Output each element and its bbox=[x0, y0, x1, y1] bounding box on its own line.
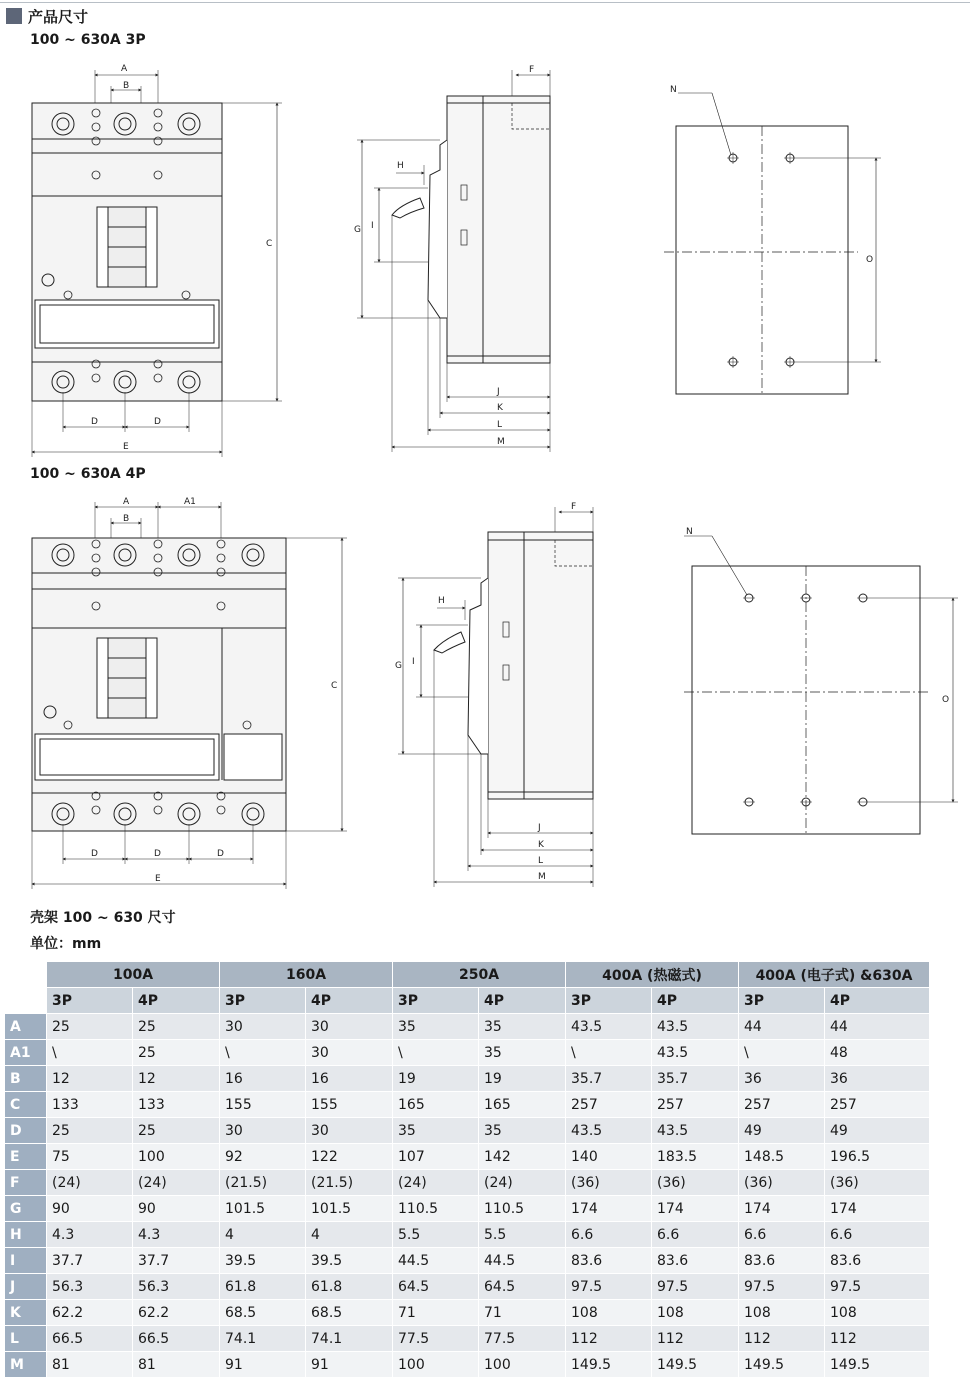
table-cell: 83.6 bbox=[566, 1248, 652, 1274]
table-cell: 100 bbox=[479, 1352, 566, 1378]
label-b-4p: B bbox=[123, 514, 130, 524]
row-label: L bbox=[5, 1326, 47, 1352]
table-cell: 91 bbox=[306, 1352, 393, 1378]
dimension-table bbox=[4, 961, 930, 1378]
table-cell: 61.8 bbox=[220, 1274, 306, 1300]
table-row bbox=[5, 1274, 930, 1300]
table-body bbox=[5, 1014, 930, 1378]
table-cell: 30 bbox=[306, 1118, 393, 1144]
side-view-4p bbox=[398, 507, 593, 887]
table-cell: 61.8 bbox=[306, 1274, 393, 1300]
table-cell: 25 bbox=[47, 1118, 133, 1144]
group-header: 160A bbox=[220, 962, 393, 988]
table-cell: 35 bbox=[393, 1118, 479, 1144]
table-cell: 74.1 bbox=[306, 1326, 393, 1352]
label-h-4p: H bbox=[438, 596, 445, 606]
table-cell: 174 bbox=[739, 1196, 825, 1222]
table-group-header bbox=[5, 962, 930, 988]
table-cell: 149.5 bbox=[566, 1352, 652, 1378]
mounting-view-3p bbox=[664, 93, 881, 394]
pole-header: 4P bbox=[825, 988, 930, 1014]
table-cell: 64.5 bbox=[479, 1274, 566, 1300]
label-d2-3p: D bbox=[154, 417, 161, 427]
table-cell: 35 bbox=[479, 1118, 566, 1144]
table-cell: 4.3 bbox=[133, 1222, 220, 1248]
row-label: D bbox=[5, 1118, 47, 1144]
table-cell: 6.6 bbox=[652, 1222, 739, 1248]
label-a-3p: A bbox=[121, 64, 128, 74]
table-cell: 68.5 bbox=[306, 1300, 393, 1326]
table-cell: 257 bbox=[566, 1092, 652, 1118]
table-cell: 19 bbox=[393, 1066, 479, 1092]
pole-header: 4P bbox=[306, 988, 393, 1014]
table-cell: 257 bbox=[825, 1092, 930, 1118]
label-l-3p: L bbox=[497, 420, 503, 430]
label-i-3p: I bbox=[371, 221, 374, 231]
table-cell: 30 bbox=[220, 1014, 306, 1040]
table-cell: 64.5 bbox=[393, 1274, 479, 1300]
label-n-4p: N bbox=[686, 527, 693, 537]
table-row bbox=[5, 1352, 930, 1378]
label-m-4p: M bbox=[538, 872, 546, 882]
table-cell: 44 bbox=[739, 1014, 825, 1040]
table-cell: 101.5 bbox=[220, 1196, 306, 1222]
table-cell: 44.5 bbox=[393, 1248, 479, 1274]
table-cell: 39.5 bbox=[220, 1248, 306, 1274]
table-cell: 30 bbox=[220, 1118, 306, 1144]
row-label: A bbox=[5, 1014, 47, 1040]
table-cell: 155 bbox=[220, 1092, 306, 1118]
table-cell: 133 bbox=[133, 1092, 220, 1118]
row-label: G bbox=[5, 1196, 47, 1222]
label-f-3p: F bbox=[529, 65, 535, 75]
label-a-4p: A bbox=[123, 497, 130, 507]
table-cell: 35 bbox=[393, 1014, 479, 1040]
table-cell: 81 bbox=[133, 1352, 220, 1378]
table-row bbox=[5, 1196, 930, 1222]
table-row bbox=[5, 1222, 930, 1248]
pole-header: 4P bbox=[133, 988, 220, 1014]
table-cell: \ bbox=[47, 1040, 133, 1066]
table-cell: 112 bbox=[825, 1326, 930, 1352]
table-cell: 37.7 bbox=[133, 1248, 220, 1274]
table-cell: 16 bbox=[220, 1066, 306, 1092]
row-label: C bbox=[5, 1092, 47, 1118]
table-cell: 112 bbox=[566, 1326, 652, 1352]
table-cell: 12 bbox=[133, 1066, 220, 1092]
table-cell: 107 bbox=[393, 1144, 479, 1170]
label-d1-4p: D bbox=[91, 849, 98, 859]
table-title: 壳架 100 ~ 630 尺寸 bbox=[30, 910, 176, 926]
table-cell: 71 bbox=[393, 1300, 479, 1326]
table-cell: 112 bbox=[652, 1326, 739, 1352]
row-label: F bbox=[5, 1170, 47, 1196]
pole-header: 3P bbox=[220, 988, 306, 1014]
table-cell: 66.5 bbox=[47, 1326, 133, 1352]
label-d2-4p: D bbox=[154, 849, 161, 859]
table-cell: 71 bbox=[479, 1300, 566, 1326]
pole-header: 3P bbox=[393, 988, 479, 1014]
table-cell: 39.5 bbox=[306, 1248, 393, 1274]
mounting-view-4p bbox=[684, 536, 958, 834]
front-view-4p bbox=[32, 502, 347, 889]
table-cell: (24) bbox=[479, 1170, 566, 1196]
table-cell: 83.6 bbox=[652, 1248, 739, 1274]
table-cell: 122 bbox=[306, 1144, 393, 1170]
table-cell: 56.3 bbox=[47, 1274, 133, 1300]
table-row bbox=[5, 1066, 930, 1092]
label-k-4p: K bbox=[538, 840, 544, 850]
row-label: E bbox=[5, 1144, 47, 1170]
table-cell: 5.5 bbox=[393, 1222, 479, 1248]
group-header: 250A bbox=[393, 962, 566, 988]
table-cell: 4 bbox=[220, 1222, 306, 1248]
table-cell: 35 bbox=[479, 1014, 566, 1040]
table-cell: 257 bbox=[652, 1092, 739, 1118]
label-o-4p: O bbox=[942, 695, 950, 705]
pole-header: 3P bbox=[47, 988, 133, 1014]
table-cell: 142 bbox=[479, 1144, 566, 1170]
table-row bbox=[5, 1014, 930, 1040]
pole-header: 3P bbox=[566, 988, 652, 1014]
table-cell: 4 bbox=[306, 1222, 393, 1248]
table-cell: \ bbox=[739, 1040, 825, 1066]
row-label: J bbox=[5, 1274, 47, 1300]
pole-header: 4P bbox=[479, 988, 566, 1014]
table-cell: 16 bbox=[306, 1066, 393, 1092]
label-g-4p: G bbox=[395, 661, 402, 671]
table-cell: 44.5 bbox=[479, 1248, 566, 1274]
table-cell: 56.3 bbox=[133, 1274, 220, 1300]
table-cell: (36) bbox=[652, 1170, 739, 1196]
table-cell: 30 bbox=[306, 1040, 393, 1066]
label-a1-4p: A1 bbox=[184, 497, 196, 507]
table-cell: 97.5 bbox=[739, 1274, 825, 1300]
table-cell: 77.5 bbox=[393, 1326, 479, 1352]
table-cell: (36) bbox=[739, 1170, 825, 1196]
table-pole-header bbox=[5, 988, 930, 1014]
label-c-4p: C bbox=[331, 681, 338, 691]
table-cell: 43.5 bbox=[652, 1014, 739, 1040]
table-cell: 5.5 bbox=[479, 1222, 566, 1248]
table-cell: \ bbox=[220, 1040, 306, 1066]
table-cell: 49 bbox=[739, 1118, 825, 1144]
table-cell: 43.5 bbox=[566, 1118, 652, 1144]
table-cell: 148.5 bbox=[739, 1144, 825, 1170]
label-b-3p: B bbox=[123, 81, 130, 91]
table-cell: 149.5 bbox=[739, 1352, 825, 1378]
subtitle-4p: 100 ~ 630A 4P bbox=[30, 466, 146, 482]
table-cell: 108 bbox=[739, 1300, 825, 1326]
table-cell: 90 bbox=[133, 1196, 220, 1222]
table-cell: 35 bbox=[479, 1040, 566, 1066]
table-cell: 44 bbox=[825, 1014, 930, 1040]
table-cell: 48 bbox=[825, 1040, 930, 1066]
table-cell: 4.3 bbox=[47, 1222, 133, 1248]
table-cell: 196.5 bbox=[825, 1144, 930, 1170]
label-d3-4p: D bbox=[217, 849, 224, 859]
table-cell: 108 bbox=[825, 1300, 930, 1326]
table-row bbox=[5, 1326, 930, 1352]
table-cell: 97.5 bbox=[566, 1274, 652, 1300]
row-label: K bbox=[5, 1300, 47, 1326]
table-row bbox=[5, 1300, 930, 1326]
label-e-4p: E bbox=[155, 874, 161, 884]
label-o-3p: O bbox=[866, 255, 874, 265]
table-cell: 165 bbox=[393, 1092, 479, 1118]
label-h-3p: H bbox=[397, 161, 404, 171]
table-cell: 36 bbox=[825, 1066, 930, 1092]
table-cell: 19 bbox=[479, 1066, 566, 1092]
table-cell: 133 bbox=[47, 1092, 133, 1118]
table-cell: 36 bbox=[739, 1066, 825, 1092]
table-cell: 149.5 bbox=[825, 1352, 930, 1378]
table-cell: 6.6 bbox=[566, 1222, 652, 1248]
label-m-3p: M bbox=[497, 437, 505, 447]
table-cell: 90 bbox=[47, 1196, 133, 1222]
table-cell: 6.6 bbox=[739, 1222, 825, 1248]
label-f-4p: F bbox=[571, 502, 577, 512]
table-cell: 83.6 bbox=[739, 1248, 825, 1274]
side-view-3p bbox=[357, 70, 550, 452]
table-row bbox=[5, 1092, 930, 1118]
label-g-3p: G bbox=[354, 225, 361, 235]
table-cell: 83.6 bbox=[825, 1248, 930, 1274]
table-cell: 12 bbox=[47, 1066, 133, 1092]
subtitle-3p: 100 ~ 630A 3P bbox=[30, 32, 146, 48]
table-cell: 25 bbox=[133, 1118, 220, 1144]
label-j-3p: J bbox=[497, 387, 500, 397]
table-cell: 97.5 bbox=[652, 1274, 739, 1300]
table-cell: (21.5) bbox=[220, 1170, 306, 1196]
table-cell: 25 bbox=[47, 1014, 133, 1040]
table-cell: 43.5 bbox=[652, 1118, 739, 1144]
table-row bbox=[5, 1040, 930, 1066]
group-header: 400A (热磁式) bbox=[566, 962, 739, 988]
group-header: 100A bbox=[47, 962, 220, 988]
table-row bbox=[5, 1144, 930, 1170]
label-n-3p: N bbox=[670, 85, 677, 95]
row-label: I bbox=[5, 1248, 47, 1274]
label-i-4p: I bbox=[412, 657, 415, 667]
table-cell: 6.6 bbox=[825, 1222, 930, 1248]
table-cell: 66.5 bbox=[133, 1326, 220, 1352]
table-cell: 43.5 bbox=[652, 1040, 739, 1066]
table-cell: 257 bbox=[739, 1092, 825, 1118]
table-cell: 174 bbox=[566, 1196, 652, 1222]
pole-header: 3P bbox=[739, 988, 825, 1014]
table-cell: 112 bbox=[739, 1326, 825, 1352]
table-cell: \ bbox=[393, 1040, 479, 1066]
table-cell: 43.5 bbox=[566, 1014, 652, 1040]
section-title: 产品尺寸 bbox=[28, 7, 89, 26]
group-header: 400A (电子式) &630A bbox=[739, 962, 930, 988]
table-cell: 100 bbox=[133, 1144, 220, 1170]
table-cell: 68.5 bbox=[220, 1300, 306, 1326]
front-view-3p bbox=[32, 70, 282, 457]
table-cell: (21.5) bbox=[306, 1170, 393, 1196]
table-cell: 92 bbox=[220, 1144, 306, 1170]
row-label: M bbox=[5, 1352, 47, 1378]
table-cell: 35.7 bbox=[652, 1066, 739, 1092]
label-j-4p: J bbox=[538, 823, 541, 833]
table-cell: (36) bbox=[825, 1170, 930, 1196]
table-cell: 110.5 bbox=[393, 1196, 479, 1222]
table-cell: 62.2 bbox=[133, 1300, 220, 1326]
table-cell: 74.1 bbox=[220, 1326, 306, 1352]
row-label: B bbox=[5, 1066, 47, 1092]
label-c-3p: C bbox=[266, 239, 273, 249]
table-cell: 77.5 bbox=[479, 1326, 566, 1352]
label-d1-3p: D bbox=[91, 417, 98, 427]
table-cell: 110.5 bbox=[479, 1196, 566, 1222]
table-cell: 149.5 bbox=[652, 1352, 739, 1378]
table-cell: 108 bbox=[652, 1300, 739, 1326]
table-cell: (24) bbox=[47, 1170, 133, 1196]
row-label: H bbox=[5, 1222, 47, 1248]
table-cell: 97.5 bbox=[825, 1274, 930, 1300]
table-cell: 100 bbox=[393, 1352, 479, 1378]
table-cell: 91 bbox=[220, 1352, 306, 1378]
table-cell: 25 bbox=[133, 1040, 220, 1066]
table-cell: 49 bbox=[825, 1118, 930, 1144]
table-cell: 183.5 bbox=[652, 1144, 739, 1170]
row-label: A1 bbox=[5, 1040, 47, 1066]
table-cell: 155 bbox=[306, 1092, 393, 1118]
table-cell: 174 bbox=[825, 1196, 930, 1222]
table-cell: 165 bbox=[479, 1092, 566, 1118]
table-cell: 62.2 bbox=[47, 1300, 133, 1326]
pole-header: 4P bbox=[652, 988, 739, 1014]
table-cell: 35.7 bbox=[566, 1066, 652, 1092]
label-l-4p: L bbox=[538, 856, 544, 866]
table-cell: \ bbox=[566, 1040, 652, 1066]
table-row bbox=[5, 1118, 930, 1144]
label-k-3p: K bbox=[497, 403, 503, 413]
table-row bbox=[5, 1170, 930, 1196]
table-cell: 25 bbox=[133, 1014, 220, 1040]
table-cell: 37.7 bbox=[47, 1248, 133, 1274]
table-cell: 174 bbox=[652, 1196, 739, 1222]
table-cell: 81 bbox=[47, 1352, 133, 1378]
label-e-3p: E bbox=[123, 442, 129, 452]
table-cell: (36) bbox=[566, 1170, 652, 1196]
table-cell: 75 bbox=[47, 1144, 133, 1170]
unit-label: 单位：mm bbox=[30, 936, 102, 952]
table-row bbox=[5, 1248, 930, 1274]
table-cell: 30 bbox=[306, 1014, 393, 1040]
table-cell: (24) bbox=[133, 1170, 220, 1196]
table-cell: (24) bbox=[393, 1170, 479, 1196]
table-cell: 108 bbox=[566, 1300, 652, 1326]
table-cell: 140 bbox=[566, 1144, 652, 1170]
table-cell: 101.5 bbox=[306, 1196, 393, 1222]
